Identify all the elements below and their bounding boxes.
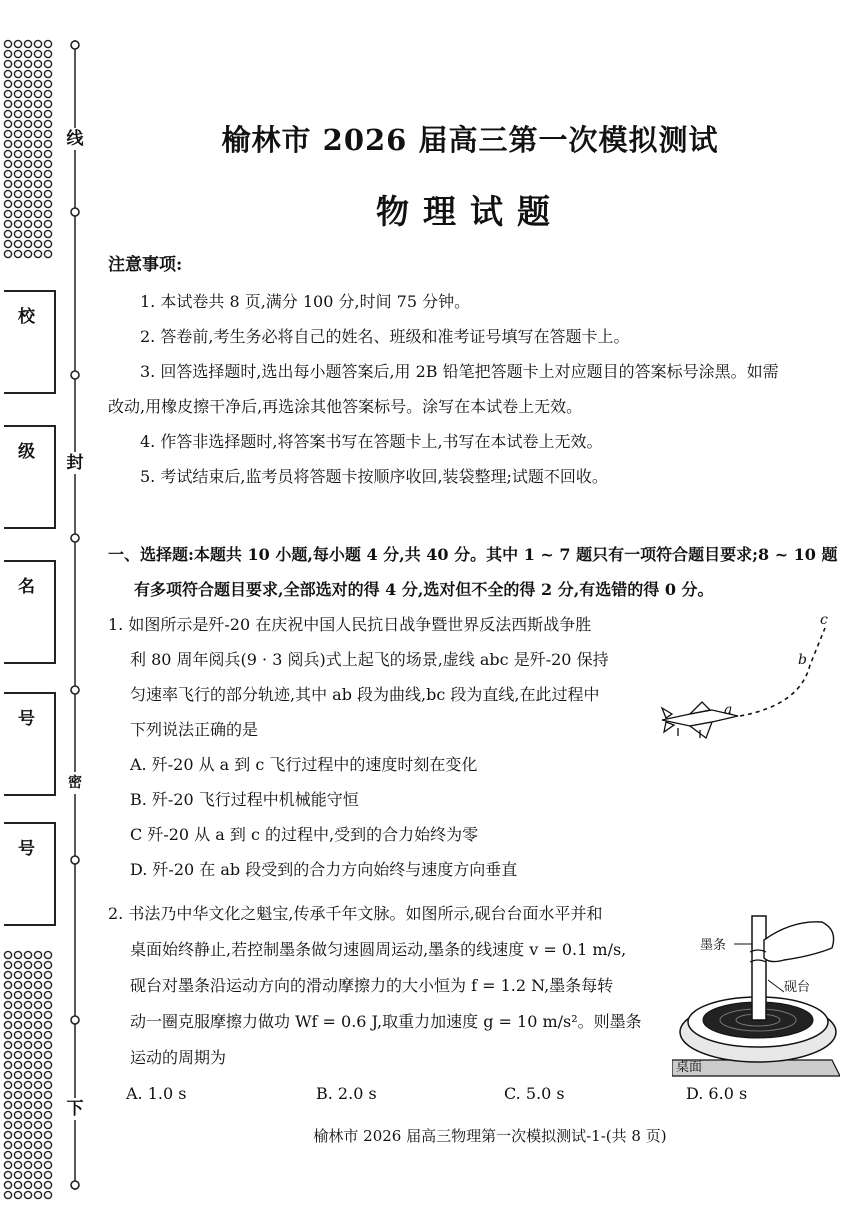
binding-dot <box>44 1171 51 1178</box>
binding-dot <box>4 1011 11 1018</box>
binding-dot <box>14 70 21 77</box>
binding-dot <box>4 1121 11 1128</box>
binding-dot <box>34 60 41 67</box>
binding-dot <box>34 240 41 247</box>
binding-dot <box>34 961 41 968</box>
binding-dot <box>4 1141 11 1148</box>
q2-option-b: B. 2.0 s <box>316 1084 377 1103</box>
binding-dot <box>44 981 51 988</box>
cut-line-char-1: 线 <box>62 128 88 150</box>
binding-dot <box>14 1021 21 1028</box>
binding-dot <box>24 190 31 197</box>
binding-dot <box>24 1171 31 1178</box>
binding-dot <box>24 180 31 187</box>
binding-dot <box>4 50 11 57</box>
binding-dot <box>34 991 41 998</box>
q2-stem-line: 桌面始终静止,若控制墨条做匀速圆周运动,墨条的线速度 v = 0.1 m/s, <box>130 940 627 959</box>
binding-dot <box>14 40 21 47</box>
binding-dot <box>24 160 31 167</box>
binding-dot <box>14 1041 21 1048</box>
binding-dot <box>14 961 21 968</box>
binding-dot <box>14 230 21 237</box>
binding-dot <box>34 50 41 57</box>
binding-dot <box>34 1141 41 1148</box>
binding-dot <box>4 80 11 87</box>
binding-dot <box>24 130 31 137</box>
binding-dot <box>44 1141 51 1148</box>
binding-dot <box>24 110 31 117</box>
binding-dot <box>44 1031 51 1038</box>
binding-dot <box>34 1161 41 1168</box>
binding-dot <box>34 1191 41 1198</box>
binding-dot <box>44 90 51 97</box>
cut-line-char-4: 下 <box>62 1098 88 1120</box>
ink-stick-label: 墨条 <box>700 934 726 953</box>
section-line-2: 有多项符合题目要求,全部选对的得 4 分,选对但不全的得 2 分,有选错的得 0 分。 <box>134 580 714 599</box>
binding-dot <box>44 240 51 247</box>
binding-dot <box>4 180 11 187</box>
binding-dot <box>14 200 21 207</box>
binding-dot <box>34 1181 41 1188</box>
binding-dot <box>24 250 31 257</box>
binding-dot <box>24 1031 31 1038</box>
q2-stem-line: 运动的周期为 <box>130 1048 227 1067</box>
binding-dot <box>14 1121 21 1128</box>
binding-dot <box>4 991 11 998</box>
point-b-label: b <box>798 652 807 668</box>
q1-option-d: D. 歼-20 在 ab 段受到的合力方向始终与速度方向垂直 <box>130 860 518 879</box>
binding-dot <box>44 210 51 217</box>
binding-dot <box>24 1051 31 1058</box>
binding-dot <box>14 50 21 57</box>
binding-dot <box>24 1081 31 1088</box>
binding-dot <box>44 110 51 117</box>
q2-figure <box>672 900 840 1080</box>
binding-dot <box>14 1191 21 1198</box>
binding-dot <box>44 1021 51 1028</box>
binding-dot <box>34 70 41 77</box>
binding-dot <box>4 160 11 167</box>
binding-dot <box>34 100 41 107</box>
cut-line-char-2: 封 <box>62 452 88 474</box>
binding-dot <box>14 1011 21 1018</box>
q2-option-c: C. 5.0 s <box>504 1084 565 1103</box>
binding-dot <box>44 80 51 87</box>
binding-dot <box>14 220 21 227</box>
binding-dot <box>24 240 31 247</box>
binding-dot <box>4 1161 11 1168</box>
binding-dot <box>34 1101 41 1108</box>
binding-dot <box>4 1111 11 1118</box>
question-2 <box>108 896 663 1076</box>
binding-dot <box>4 1191 11 1198</box>
binding-dot <box>44 1011 51 1018</box>
binding-dot <box>14 1051 21 1058</box>
binding-dot <box>44 220 51 227</box>
notice-item: 4. 作答非选择题时,将答案书写在答题卡上,书写在本试卷上无效。 <box>140 432 603 451</box>
binding-dot <box>14 80 21 87</box>
point-c-label: c <box>820 612 828 628</box>
binding-dot <box>4 250 11 257</box>
binding-dot <box>44 1161 51 1168</box>
binding-dot <box>24 951 31 958</box>
binding-dot <box>34 120 41 127</box>
q2-option-d: D. 6.0 s <box>686 1084 748 1103</box>
binding-dot <box>34 220 41 227</box>
binding-dot <box>4 1051 11 1058</box>
binding-dot <box>4 170 11 177</box>
binding-dot <box>4 210 11 217</box>
binding-dot <box>34 230 41 237</box>
binding-dot <box>34 1111 41 1118</box>
cut-line-char-3: 密 <box>62 772 88 794</box>
binding-dot <box>14 210 21 217</box>
binding-dot <box>14 1031 21 1038</box>
binding-dot <box>34 250 41 257</box>
binding-dot <box>44 1191 51 1198</box>
binding-dot <box>24 1011 31 1018</box>
binding-dot <box>4 90 11 97</box>
q1-option-b: B. 歼-20 飞行过程中机械能守恒 <box>130 790 359 809</box>
seat-number-box <box>4 822 56 926</box>
binding-dot <box>14 981 21 988</box>
binding-dot <box>34 90 41 97</box>
binding-dot <box>24 1021 31 1028</box>
q1-figure <box>660 610 840 750</box>
binding-dot <box>44 120 51 127</box>
binding-dot <box>14 1081 21 1088</box>
binding-dot <box>14 1151 21 1158</box>
binding-dot <box>44 1101 51 1108</box>
class-label: 级 <box>18 442 35 462</box>
binding-dot <box>14 90 21 97</box>
binding-dot <box>34 40 41 47</box>
binding-dot <box>44 961 51 968</box>
binding-dot <box>34 1011 41 1018</box>
binding-dot <box>14 991 21 998</box>
binding-dot <box>4 230 11 237</box>
binding-dot <box>24 90 31 97</box>
binding-dot <box>34 1151 41 1158</box>
binding-dot <box>24 70 31 77</box>
binding-dot <box>34 951 41 958</box>
binding-dot <box>4 1061 11 1068</box>
binding-dot <box>34 1171 41 1178</box>
name-box <box>4 560 56 664</box>
binding-dot <box>4 110 11 117</box>
binding-dot <box>14 240 21 247</box>
binding-dot <box>24 1041 31 1048</box>
q1-stem-line: 1. 如图所示是歼-20 在庆祝中国人民抗日战争暨世界反法西斯战争胜 <box>108 615 592 634</box>
binding-dot <box>44 170 51 177</box>
binding-dot <box>4 200 11 207</box>
hand-icon <box>764 922 834 962</box>
binding-dot <box>34 1041 41 1048</box>
binding-dot <box>44 150 51 157</box>
binding-dot <box>4 1131 11 1138</box>
binding-dot <box>24 210 31 217</box>
binding-dot <box>24 1071 31 1078</box>
binding-dot <box>24 1121 31 1128</box>
section-line-1: 一、选择题:本题共 10 小题,每小题 4 分,共 40 分。其中 1 ~ 7 题只有一项符合题目要求;8 ~ 10 题 <box>108 545 838 564</box>
binding-dot <box>24 981 31 988</box>
binding-dot <box>4 40 11 47</box>
binding-dot <box>4 981 11 988</box>
binding-dot <box>14 100 21 107</box>
binding-dot <box>44 200 51 207</box>
q1-option-a: A. 歼-20 从 a 到 c 飞行过程中的速度时刻在变化 <box>130 755 478 774</box>
binding-dot <box>44 180 51 187</box>
exam-number-label: 号 <box>18 709 35 729</box>
binding-dot <box>4 140 11 147</box>
binding-dot <box>34 1021 41 1028</box>
binding-dot <box>24 200 31 207</box>
binding-dot <box>4 1041 11 1048</box>
binding-dot <box>24 220 31 227</box>
page-footer: 榆林市 2026 届高三物理第一次模拟测试-1-(共 8 页) <box>313 1127 667 1145</box>
notice-list <box>108 284 838 494</box>
binding-dot <box>24 1181 31 1188</box>
name-label: 名 <box>18 577 35 597</box>
binding-dot <box>44 140 51 147</box>
q2-option-a: A. 1.0 s <box>126 1084 187 1103</box>
binding-dot <box>44 40 51 47</box>
binding-dot <box>44 1091 51 1098</box>
binding-dot <box>44 1121 51 1128</box>
binding-dot <box>4 1081 11 1088</box>
binding-dot <box>4 60 11 67</box>
binding-dot <box>24 50 31 57</box>
binding-dot <box>44 951 51 958</box>
binding-dot <box>24 170 31 177</box>
binding-dot <box>34 150 41 157</box>
binding-dot <box>24 1151 31 1158</box>
binding-dot <box>34 1131 41 1138</box>
binding-dot <box>24 971 31 978</box>
binding-dot <box>24 60 31 67</box>
binding-dot <box>24 80 31 87</box>
section-heading <box>108 537 840 607</box>
binding-dot <box>34 1121 41 1128</box>
binding-dot <box>14 1171 21 1178</box>
binding-dot <box>34 140 41 147</box>
notice-item: 2. 答卷前,考生务必将自己的姓名、班级和准考证号填写在答题卡上。 <box>140 327 630 346</box>
class-box <box>4 425 56 529</box>
binding-dot <box>14 110 21 117</box>
subject-title: 物理试题 <box>376 192 564 231</box>
binding-dot <box>34 1081 41 1088</box>
binding-dot <box>24 1191 31 1198</box>
q2-stem-line: 2. 书法乃中华文化之魁宝,传承千年文脉。如图所示,砚台台面水平并和 <box>108 904 603 923</box>
question-1 <box>108 607 668 887</box>
binding-dot <box>24 991 31 998</box>
inkstone-label: 砚台 <box>784 976 810 995</box>
binding-dot <box>24 1131 31 1138</box>
binding-dot <box>4 961 11 968</box>
q2-stem-line: 砚台对墨条沿运动方向的滑动摩擦力的大小恒为 f = 1.2 N,墨条每转 <box>130 976 614 995</box>
binding-dot <box>14 1141 21 1148</box>
binding-dot <box>44 130 51 137</box>
binding-dot <box>34 1001 41 1008</box>
binding-dot <box>4 1091 11 1098</box>
binding-dot <box>44 230 51 237</box>
binding-dot <box>14 1101 21 1108</box>
binding-dot <box>14 150 21 157</box>
binding-dot <box>14 971 21 978</box>
binding-dot <box>34 190 41 197</box>
binding-dot <box>34 80 41 87</box>
q1-stem-line: 下列说法正确的是 <box>130 720 259 739</box>
notice-item: 3. 回答选择题时,选出每小题答案后,用 2B 铅笔把答题卡上对应题目的答案标号涂黑。如需 <box>140 362 779 381</box>
school-box <box>4 290 56 394</box>
binding-dot <box>4 220 11 227</box>
binding-dot <box>44 70 51 77</box>
binding-dot <box>4 1031 11 1038</box>
binding-dot <box>4 951 11 958</box>
binding-dot <box>24 1091 31 1098</box>
binding-dot <box>14 250 21 257</box>
binding-dot <box>44 991 51 998</box>
binding-dot <box>14 1001 21 1008</box>
binding-dot <box>34 1051 41 1058</box>
binding-dot <box>44 1071 51 1078</box>
binding-dot <box>4 1101 11 1108</box>
binding-dot <box>44 100 51 107</box>
binding-dot <box>14 1111 21 1118</box>
binding-dot <box>4 1181 11 1188</box>
binding-dot <box>44 1001 51 1008</box>
binding-dot <box>34 180 41 187</box>
binding-dot <box>24 100 31 107</box>
binding-dot <box>24 961 31 968</box>
binding-dot <box>14 190 21 197</box>
binding-dot <box>34 1031 41 1038</box>
binding-dot <box>24 120 31 127</box>
binding-dot <box>4 1151 11 1158</box>
binding-dot <box>24 1161 31 1168</box>
binding-dot <box>24 1101 31 1108</box>
binding-dot <box>14 1061 21 1068</box>
binding-dot <box>4 120 11 127</box>
binding-dot <box>4 150 11 157</box>
binding-dot <box>44 1061 51 1068</box>
binding-dot <box>4 1021 11 1028</box>
binding-dot <box>14 130 21 137</box>
binding-dot <box>44 1131 51 1138</box>
binding-dot <box>24 1001 31 1008</box>
q2-stem-line: 动一圈克服摩擦力做功 Wf = 0.6 J,取重力加速度 g = 10 m/s²。则墨条 <box>130 1012 642 1031</box>
binding-dot <box>4 1001 11 1008</box>
binding-dot <box>34 981 41 988</box>
binding-dot <box>14 170 21 177</box>
binding-dot <box>4 240 11 247</box>
notice-item: 1. 本试卷共 8 页,满分 100 分,时间 75 分钟。 <box>140 292 471 311</box>
binding-dot <box>44 50 51 57</box>
seat-number-label: 号 <box>18 839 35 859</box>
binding-dot <box>14 1071 21 1078</box>
point-a-label: a <box>724 702 733 718</box>
exam-number-box <box>4 692 56 796</box>
binding-dot <box>14 951 21 958</box>
binding-dot <box>44 1111 51 1118</box>
binding-dot <box>14 1091 21 1098</box>
binding-dot <box>34 130 41 137</box>
notice-item-continued: 改动,用橡皮擦干净后,再选涂其他答案标号。涂写在本试卷上无效。 <box>108 397 583 416</box>
binding-dot <box>24 150 31 157</box>
notice-item: 5. 考试结束后,监考员将答题卡按顺序收回,装袋整理;试题不回收。 <box>140 467 608 486</box>
binding-dot <box>24 1111 31 1118</box>
binding-dot <box>44 1041 51 1048</box>
binding-dot <box>34 1071 41 1078</box>
binding-dot <box>4 190 11 197</box>
binding-dot <box>14 1131 21 1138</box>
binding-dot <box>4 1071 11 1078</box>
binding-dot <box>44 160 51 167</box>
binding-dot <box>14 180 21 187</box>
binding-dot <box>14 60 21 67</box>
binding-dot <box>44 190 51 197</box>
binding-dot <box>24 40 31 47</box>
exam-title: 榆林市 2026 届高三第一次模拟测试 <box>221 123 719 157</box>
binding-dot <box>44 60 51 67</box>
binding-dot <box>4 100 11 107</box>
ink-stick <box>752 916 766 1020</box>
binding-dot <box>44 971 51 978</box>
binding-dot <box>44 1081 51 1088</box>
binding-dot <box>24 1061 31 1068</box>
binding-dot <box>4 1171 11 1178</box>
school-label: 校 <box>18 307 35 327</box>
binding-dot <box>4 70 11 77</box>
binding-dot <box>44 250 51 257</box>
q1-option-c: C 歼-20 从 a 到 c 的过程中,受到的合力始终为零 <box>130 825 479 844</box>
binding-dot <box>44 1151 51 1158</box>
q1-stem-line: 匀速率飞行的部分轨迹,其中 ab 段为曲线,bc 段为直线,在此过程中 <box>130 685 600 704</box>
binding-dot <box>44 1051 51 1058</box>
binding-dot <box>4 130 11 137</box>
notice-heading: 注意事项: <box>108 255 183 275</box>
binding-dot <box>34 210 41 217</box>
binding-dot <box>14 1181 21 1188</box>
binding-dot <box>34 200 41 207</box>
binding-dot <box>34 110 41 117</box>
desk-label: 桌面 <box>676 1060 703 1075</box>
binding-dot <box>14 160 21 167</box>
binding-dot <box>34 160 41 167</box>
binding-dot <box>34 1091 41 1098</box>
binding-dot <box>24 140 31 147</box>
binding-dot <box>14 1161 21 1168</box>
binding-dot <box>14 140 21 147</box>
binding-dot <box>34 1061 41 1068</box>
binding-dot <box>34 971 41 978</box>
q1-stem-line: 利 80 周年阅兵(9 · 3 阅兵)式上起飞的场景,虚线 abc 是歼-20 保持 <box>130 650 609 669</box>
binding-dot <box>44 1181 51 1188</box>
binding-dot <box>14 120 21 127</box>
binding-dot <box>4 971 11 978</box>
binding-dot <box>24 230 31 237</box>
jet-trajectory-figure <box>660 610 840 750</box>
binding-dot <box>24 1141 31 1148</box>
binding-dot <box>34 170 41 177</box>
trajectory-path <box>740 628 825 716</box>
inkstone-figure <box>672 900 840 1080</box>
